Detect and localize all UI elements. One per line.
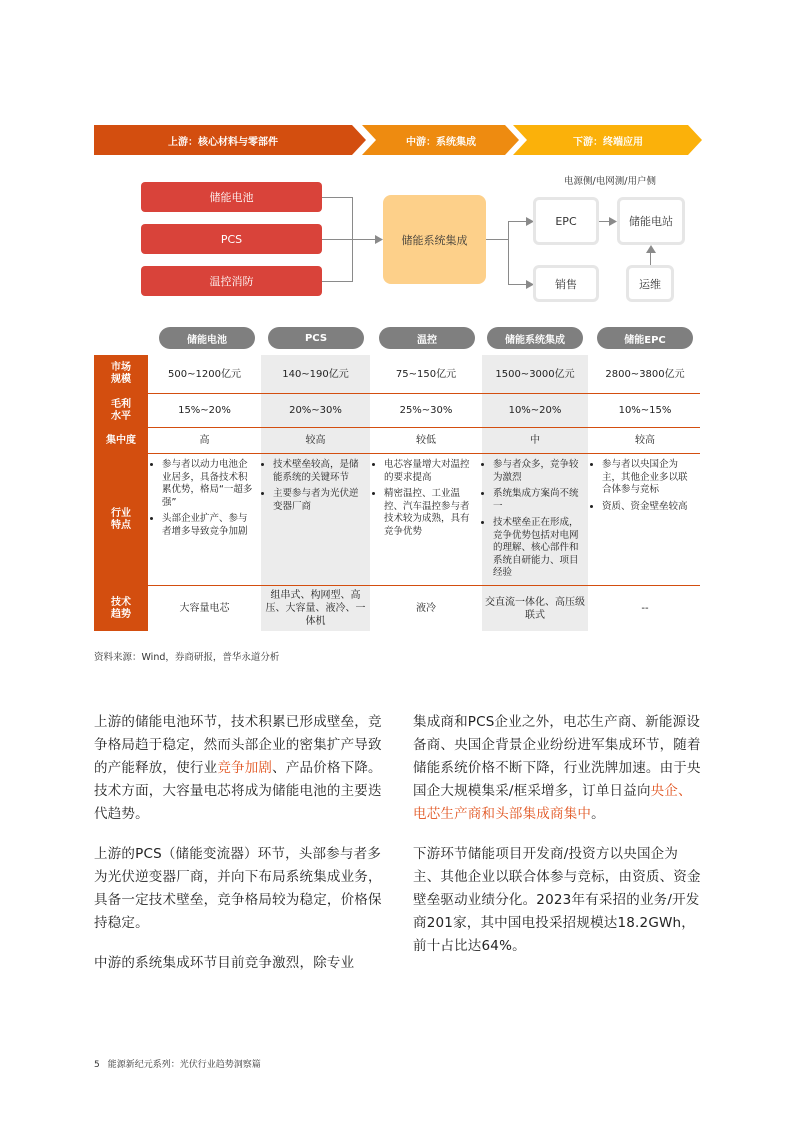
cell-conc-pcs: 较高 bbox=[305, 435, 326, 446]
connector-line bbox=[486, 239, 508, 240]
cell-conc-battery: 高 bbox=[199, 435, 210, 446]
list-item: • 系统集成方案尚不统一 bbox=[493, 488, 586, 513]
list-item: • 技术壁垒较高，是储能系统的关键环节 bbox=[273, 459, 367, 484]
row-head-concentration: 集中度 bbox=[94, 428, 148, 453]
row-head-features: 行业特点 bbox=[94, 454, 148, 585]
list-item: • 参与者以动力电池企业居多，具备技术积累优势，格局“一超多强” bbox=[162, 459, 256, 509]
paragraph: 上游的PCS（储能变流器）环节，头部参与者多为光伏逆变器厂商，并向下布局系统集成业务，具备一定技术壁垒，竞争格局较为稳定，价格保持稳定。 bbox=[94, 846, 382, 931]
cell-features-epc bbox=[592, 459, 696, 517]
column-header-pcs: PCS bbox=[268, 327, 364, 349]
upstream-box-pcs: PCS bbox=[141, 224, 322, 254]
list-item: • 头部企业扩产、参与者增多导致竞争加剧 bbox=[162, 513, 256, 538]
integration-box: 储能系统集成 bbox=[383, 195, 486, 284]
cell-conc-thermal: 较低 bbox=[416, 435, 436, 446]
row-head-tech: 技术趋势 bbox=[94, 586, 148, 631]
cell-market-pcs: 140~190亿元 bbox=[282, 368, 349, 380]
cell-features-integration bbox=[483, 459, 586, 584]
list-item: • 精密温控、工业温控、汽车温控参与者技术较为成熟，具有竞争优势 bbox=[384, 488, 477, 538]
cell-conc-integration: 中 bbox=[530, 435, 540, 446]
list-item: • 主要参与者为光伏逆变器厂商 bbox=[273, 488, 367, 513]
cell-features-pcs bbox=[263, 459, 367, 517]
arrowhead-icon bbox=[609, 217, 617, 226]
paragraph: 中游的系统集成环节目前竞争激烈，除专业 bbox=[94, 955, 355, 971]
paragraph: 集成商和PCS企业之外，电芯生产商、新能源设备商、央国企背景企业纷纷进军集成环节，随着储能系统价格不断下降，行业洗牌加速。由于央国企大规模集采/框采增多，订单日益向央企、电芯生产商和头部集成商集中。 bbox=[413, 714, 701, 822]
source-note: 资料来源：Wind，券商研报，普华永道分析 bbox=[94, 652, 280, 663]
cell-market-integration: 1500~3000亿元 bbox=[495, 368, 575, 380]
cell-market-battery: 500~1200亿元 bbox=[168, 368, 241, 380]
sales-box: 销售 bbox=[533, 265, 599, 302]
page-number: 5 bbox=[94, 1060, 100, 1070]
cell-tech-integration: 交直流一体化、高压级联式 bbox=[485, 596, 585, 621]
stage-upstream-label: 上游：核心材料与零部件 bbox=[168, 136, 278, 148]
connector-line bbox=[352, 239, 376, 240]
upstream-box-thermal: 温控消防 bbox=[141, 266, 322, 296]
list-item: • 参与者以央国企为主，其他企业多以联合体参与竞标 bbox=[602, 459, 696, 497]
arrowhead-icon bbox=[375, 235, 383, 244]
cell-tech-thermal: 液冷 bbox=[416, 603, 436, 614]
connector-line bbox=[508, 221, 509, 284]
stage-downstream-label: 下游：终端应用 bbox=[573, 136, 643, 148]
highlight-text: 竞争加剧 bbox=[217, 760, 273, 776]
arrowhead-up-icon bbox=[646, 245, 656, 253]
stage-midstream-label: 中游：系统集成 bbox=[406, 136, 476, 148]
connector-line bbox=[508, 221, 528, 222]
cell-conc-epc: 较高 bbox=[635, 435, 655, 446]
connector-line bbox=[508, 284, 528, 285]
footer-title: 能源新纪元系列：光伏行业趋势洞察篇 bbox=[107, 1060, 261, 1070]
station-box: 储能电站 bbox=[617, 197, 685, 245]
cell-market-thermal: 75~150亿元 bbox=[395, 368, 457, 380]
column-header-thermal: 温控 bbox=[379, 327, 475, 349]
connector-line bbox=[322, 281, 352, 282]
cell-margin-battery: 15%~20% bbox=[178, 405, 231, 416]
page-footer bbox=[94, 1057, 261, 1070]
cell-margin-pcs: 20%~30% bbox=[289, 405, 342, 416]
cell-margin-integration: 10%~20% bbox=[508, 405, 562, 416]
list-item: • 电芯容量增大对温控的要求提高 bbox=[384, 459, 477, 484]
cell-features-thermal bbox=[374, 459, 477, 542]
cell-tech-pcs: 组串式、构网型、高压、大容量、液冷、一体机 bbox=[265, 590, 366, 627]
row-divider bbox=[94, 453, 700, 454]
list-item: • 参与者众多，竞争较为激烈 bbox=[493, 459, 586, 484]
highlight-text: 央企、电芯生产商和头部集成商集中 bbox=[413, 783, 692, 822]
paragraph: 下游环节储能项目开发商/投资方以央国企为主、其他企业以联合体参与竞标，由资质、资金壁垒驱动业绩分化。2023年有采招的业务/开发商201家，其中国电投采招规模达18.2GWh，前十占比达64%。 bbox=[413, 846, 701, 954]
cell-tech-battery: 大容量电芯 bbox=[179, 603, 230, 614]
cell-features-battery bbox=[152, 459, 256, 542]
row-head-margin: 毛利水平 bbox=[94, 394, 148, 427]
ops-box: 运维 bbox=[626, 265, 674, 302]
left-column bbox=[94, 711, 386, 992]
connector-line bbox=[322, 197, 352, 198]
right-column bbox=[413, 711, 703, 975]
row-head-market: 市场规模 bbox=[94, 355, 148, 393]
cell-market-epc: 2800~3800亿元 bbox=[605, 368, 685, 380]
connector-line bbox=[322, 239, 352, 240]
paragraph: 上游的储能电池环节，技术积累已形成壁垒，竞争格局趋于稳定，然而头部企业的密集扩产导致的产能释放，使行业竞争加剧、产品价格下降。技术方面，大容量电芯将成为储能电池的主要迭代趋势。 bbox=[94, 714, 382, 822]
column-header-epc: 储能EPC bbox=[597, 327, 693, 349]
cell-margin-epc: 10%~15% bbox=[618, 405, 672, 416]
epc-box: EPC bbox=[533, 197, 599, 245]
column-header-battery: 储能电池 bbox=[159, 327, 255, 349]
column-header-integration: 储能系统集成 bbox=[487, 327, 583, 349]
list-item: • 技术壁垒正在形成，竞争优势包括对电网的理解、核心部件和系统自研能力、项目经验 bbox=[493, 517, 586, 580]
list-item: • 资质、资金壁垒较高 bbox=[602, 501, 696, 514]
cell-tech-epc: -- bbox=[641, 603, 649, 614]
upstream-box-battery: 储能电池 bbox=[141, 182, 322, 212]
cell-margin-thermal: 25%~30% bbox=[399, 405, 453, 416]
downstream-label: 电源侧/电网测/用户侧 bbox=[564, 176, 656, 187]
